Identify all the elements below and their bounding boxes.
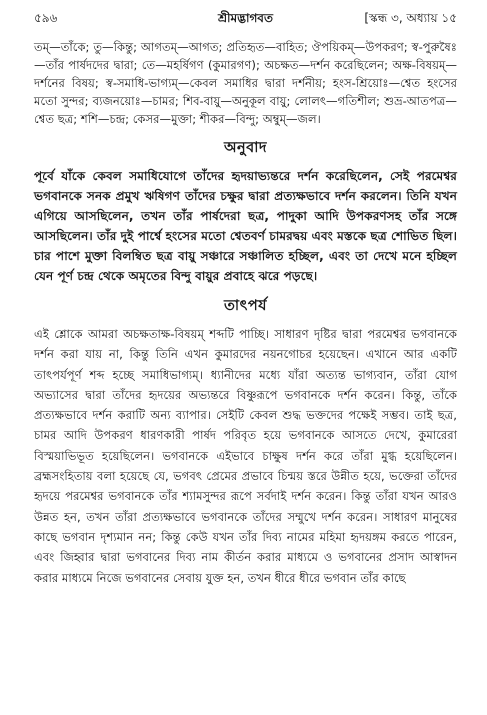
word-meanings-paragraph: তম্—তাঁকে; তু—কিন্তু; আগতম্—আগত; প্রতিহৃত—বাহিত; ঔপয়িকম্—উপকরণ; স্ব-পুরুষৈঃ—তাঁর পার্ষদদের দ্বারা; তে—মহর্ষিগণ (কুমারগণ); অচক্ষত—দর্শন করেছিলেন; অক্ষ-বিষয়ম্—দর্শনের বিষয়; স্ব-সমাধি-ভাগ্যম্—কেবল সমাধির দ্বারা দর্শনীয়; হংস-শ্রিয়োঃ—শ্বেত হংসের মতো সুন্দর; ব্যজনয়োঃ—চামর; শিব-বায়ু—অনুকূল বায়ু; লোলৎ—গতিশীল; শুভ্র-আতপত্র—শ্বেত ছত্র; শশি—চন্দ্র; কেসর—মুক্তা; শীকর—বিন্দু; অম্বুম্—জল। xyxy=(34,40,457,126)
translation-paragraph: পূর্বে যাঁকে কেবল সমাধিযোগে তাঁদের হৃদয়াভ্যন্তরে দর্শন করেছিলেন, সেই পরমেশ্বর ভগবানকে সনক প্রমুখ ঋষিগণ তাঁদের চক্ষুর দ্বারা প্রত্যক্ষভাবে দর্শন করলেন। তিনি যখন এগিয়ে আসছিলেন, তখন তাঁর পার্ষদেরা ছত্র, পাদুকা আদি উপকরণসহ তাঁর সঙ্গে আসছিলেন। তাঁর দুই পার্শ্বে হংসের মতো শ্বেতবর্ণ চামরদ্বয় এবং মস্তকে ছত্র শোভিত ছিল। চার পাশে মুক্তা বিলম্বিত ছত্র বায়ু সঞ্চারে সঞ্চালিত হচ্ছিল, এবং তা দেখে মনে হচ্ছিল যেন পূর্ণ চন্দ্র থেকে অমৃতের বিন্দু বায়ুর প্রবাহে ঝরে পড়ছে। xyxy=(34,169,457,283)
purport-heading: তাৎপর্য xyxy=(223,298,268,314)
page-body xyxy=(34,38,457,588)
page-header xyxy=(34,10,457,30)
page-number: ৫৯৬ xyxy=(34,11,58,25)
translation-heading: অনুবাদ xyxy=(223,140,268,156)
chapter-reference: [স্কন্ধ ৩, অধ্যায় ১৫ xyxy=(364,11,457,25)
book-title: শ্রীমদ্ভাগবত xyxy=(217,11,273,25)
purport-paragraph: এই শ্লোকে আমরা অচক্ষতাক্ষ-বিষয়ম্ শব্দটি পাচ্ছি। সাধারণ দৃষ্টির দ্বারা পরমেশ্বর ভগবানকে দর্শন করা যায় না, কিন্তু তিনি এখন কুমারদের নয়নগোচর হয়েছেন। এখানে আর একটি তাৎপর্যপূর্ণ শব্দ হচ্ছে সমাধিভাগ্যম্। ধ্যানীদের মধ্যে যাঁরা অত্যন্ত ভাগ্যবান, তাঁরা যোগ অভ্যাসের দ্বারা তাঁদের হৃদয়ের অভ্যন্তরে বিষ্ণুরূপে ভগবানকে দর্শন করেন। কিন্তু, তাঁকে প্রত্যক্ষভাবে দর্শন করাটি অন্য ব্যাপার। সেইটি কেবল শুদ্ধ ভক্তদের পক্ষেই সম্ভব। তাই ছত্র, চামর আদি উপকরণ ধারণকারী পার্ষদ পরিবৃত হয়ে ভগবানকে আসতে দেখে, কুমারেরা বিস্ময়াভিভূত হয়েছিলেন। ভগবানকে এইভাবে চাক্ষুষ দর্শন করে তাঁরা মুগ্ধ হয়েছিলেন। ব্রহ্মসংহিতায় বলা হয়েছে যে, ভগবৎ প্রেমের প্রভাবে চিন্ময় স্তরে উন্নীত হয়ে, ভক্তেরা তাঁদের হৃদয়ে পরমেশ্বর ভগবানকে তাঁর শ্যামসুন্দর রূপে সর্বদাই দর্শন করেন। কিন্তু তাঁরা যখন আরও উন্নত হন, তখন তাঁরা প্রত্যক্ষভাবে ভগবানকে তাঁদের সম্মুখে দর্শন করেন। সাধারণ মানুষের কাছে ভগবান দৃশ্যমান নন; কিন্তু কেউ যখন তাঁর দিব্য নামের মহিমা হৃদয়ঙ্গম করতে পারেন, এবং জিহ্বার দ্বারা ভগবানের দিব্য নাম কীর্তন করার মাধ্যমে ও ভগবানের প্রসাদ আস্বাদন করার মাধ্যমে নিজে ভগবানের সেবায় যুক্ত হন, তখন ধীরে ধীরে ভগবান তাঁর কাছে xyxy=(34,327,457,585)
